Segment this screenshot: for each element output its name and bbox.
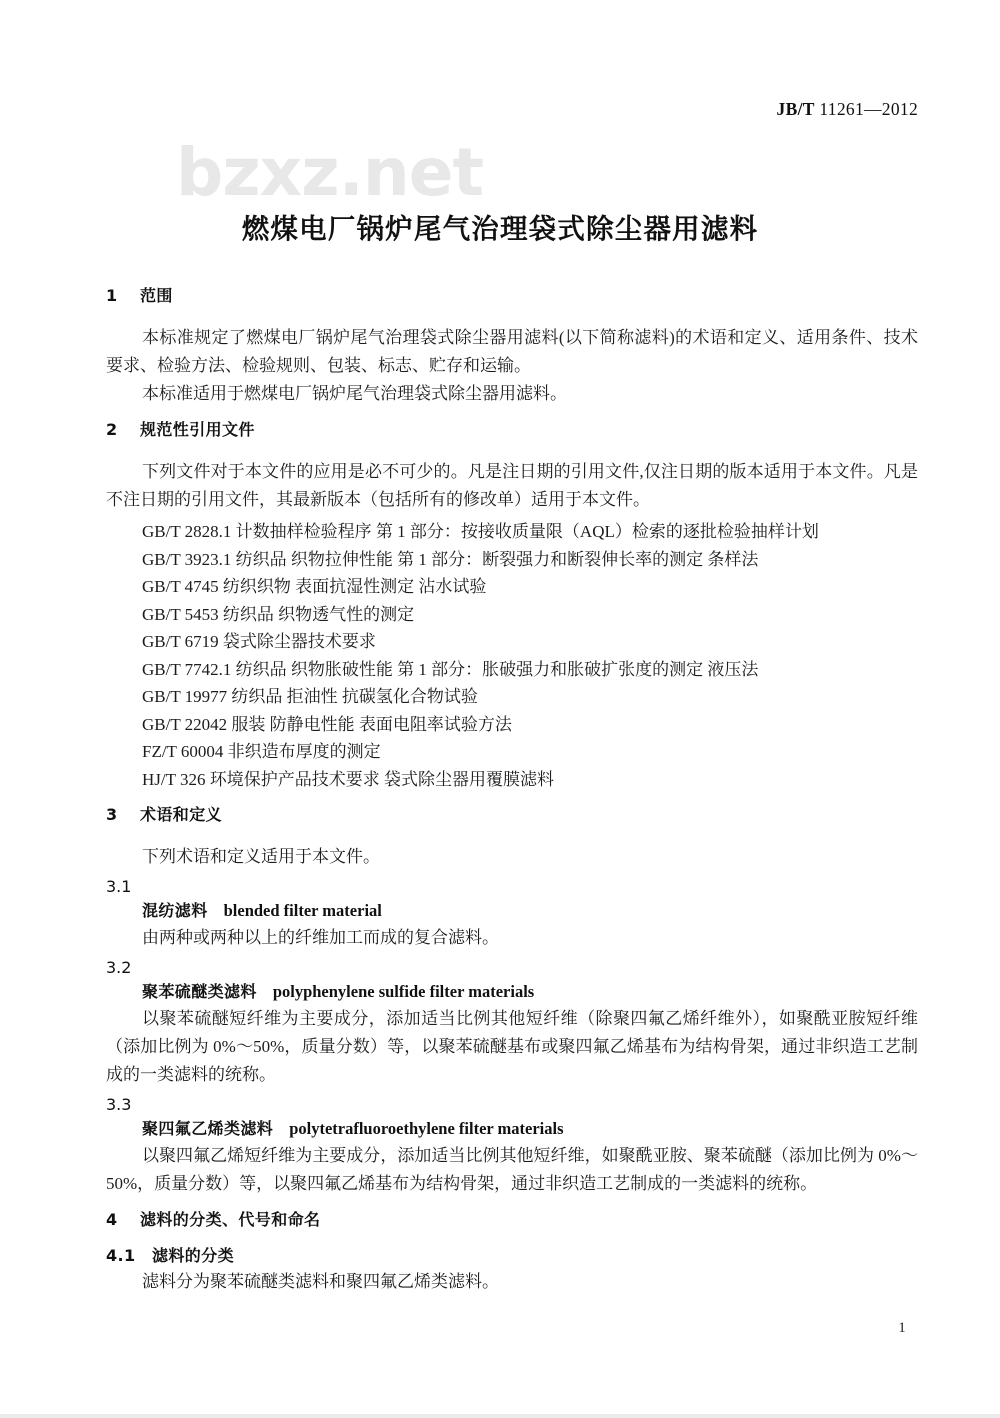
reference-standard-item: GB/T 7742.1 纺织品 织物胀破性能 第 1 部分：胀破强力和胀破扩张度的测定 液压法 — [142, 659, 759, 679]
reference-standard-item: GB/T 2828.1 计数抽样检验程序 第 1 部分：按接收质量限（AQL）检索的逐批检验抽样计划 — [142, 522, 819, 541]
clause-1-paragraph-1: 本标准规定了燃煤电厂锅炉尾气治理袋式除尘器用滤料(以下简称滤料)的术语和定义、适用条件、技术要求、检验方法、检验规则、包装、标志、贮存和运输。 — [106, 328, 918, 375]
clause-number-3: 3 — [106, 805, 118, 824]
clause-heading-3 — [106, 807, 918, 823]
term-definition-3-1: 由两种或两种以上的纤维加工而成的复合滤料。 — [142, 928, 499, 947]
reference-standard-item: GB/T 22042 服装 防静电性能 表面电阻率试验方法 — [142, 714, 512, 734]
clause-title-4-1: 滤料的分类 — [152, 1246, 235, 1265]
reference-standard-item: GB/T 19977 纺织品 拒油性 抗碳氢化合物试验 — [142, 687, 478, 706]
clause-2-paragraph-1: 下列文件对于本文件的应用是必不可少的。凡是注日期的引用文件,仅注日期的版本适用于本文件。凡是不注日期的引用文件，其最新版本（包括所有的修改单）适用于本文件。 — [106, 462, 918, 509]
clause-number-1: 1 — [106, 286, 118, 305]
term-number-3-2: 3.2 — [106, 958, 132, 977]
term-entry-3-3 — [106, 1121, 918, 1138]
clause-number-4: 4 — [106, 1210, 118, 1229]
standard-code-header — [777, 99, 918, 120]
clause-1-paragraph-2: 本标准适用于燃煤电厂锅炉尾气治理袋式除尘器用滤料。 — [142, 384, 567, 403]
clause-number-2: 2 — [106, 420, 118, 439]
term-entry-3-1 — [106, 903, 918, 920]
clause-4-1-paragraph-1: 滤料分为聚苯硫醚类滤料和聚四氟乙烯类滤料。 — [142, 1272, 499, 1291]
term-name-en: polyphenylene sulfide filter materials — [272, 982, 535, 1001]
term-entry-3-2 — [106, 984, 918, 1001]
term-definition-3-2: 以聚苯硫醚短纤维为主要成分，添加适当比例其他短纤维（除聚四氟乙烯纤维外），如聚酰亚胺短纤维（添加比例为 0%～50%，质量分数）等，以聚苯硫醚基布或聚四氟乙烯基布为结构骨架，通过非织造工艺制成的一类滤料的统称。 — [106, 1009, 918, 1084]
clause-heading-4 — [106, 1212, 918, 1228]
clause-heading-4-1 — [106, 1248, 918, 1264]
reference-standard-item: GB/T 4745 纺织织物 表面抗湿性测定 沾水试验 — [142, 577, 487, 596]
clause-title-3: 术语和定义 — [140, 805, 223, 824]
watermark-text: bzxz.net — [176, 134, 484, 211]
standard-code-prefix: JB/T — [776, 99, 815, 119]
reference-standard-item: GB/T 3923.1 纺织品 织物拉伸性能 第 1 部分：断裂强力和断裂伸长率的测定 条样法 — [142, 549, 759, 569]
clause-heading-2 — [106, 422, 918, 438]
term-number-3-3: 3.3 — [106, 1095, 132, 1114]
reference-standard-item: FZ/T 60004 非织造布厚度的测定 — [142, 742, 381, 761]
clause-title-2: 规范性引用文件 — [140, 420, 255, 439]
clause-title-1: 范围 — [140, 286, 173, 305]
term-name-en: polytetrafluoroethylene filter materials — [289, 1119, 564, 1138]
term-name-en: blended filter material — [223, 901, 382, 920]
clause-number-4-1: 4.1 — [106, 1246, 136, 1265]
term-name-zh: 聚苯硫醚类滤料 — [142, 982, 257, 1001]
reference-standard-item: GB/T 5453 纺织品 织物透气性的测定 — [142, 604, 415, 624]
page-bottom-edge — [0, 1414, 1000, 1418]
clause-3-paragraph-1: 下列术语和定义适用于本文件。 — [142, 847, 380, 866]
term-number-3-1: 3.1 — [106, 877, 132, 896]
page-title: 燃煤电厂锅炉尾气治理袋式除尘器用滤料 — [241, 213, 759, 245]
clause-heading-1 — [106, 288, 918, 304]
term-name-zh: 混纺滤料 — [142, 901, 208, 920]
reference-standard-item: GB/T 6719 袋式除尘器技术要求 — [142, 632, 376, 651]
clause-title-4: 滤料的分类、代号和命名 — [140, 1210, 321, 1229]
term-definition-3-3: 以聚四氟乙烯短纤维为主要成分，添加适当比例其他短纤维，如聚酰亚胺、聚苯硫醚（添加比例为 0%～50%，质量分数）等，以聚四氟乙烯基布为结构骨架，通过非织造工艺制成的一类滤料的统称。 — [106, 1146, 918, 1193]
document-body — [106, 288, 918, 1296]
term-name-zh: 聚四氟乙烯类滤料 — [142, 1119, 274, 1138]
standard-code-number: 11261—2012 — [814, 99, 918, 119]
page-number: 1 — [898, 1320, 906, 1336]
reference-standard-item: HJ/T 326 环境保护产品技术要求 袋式除尘器用覆膜滤料 — [142, 769, 554, 789]
